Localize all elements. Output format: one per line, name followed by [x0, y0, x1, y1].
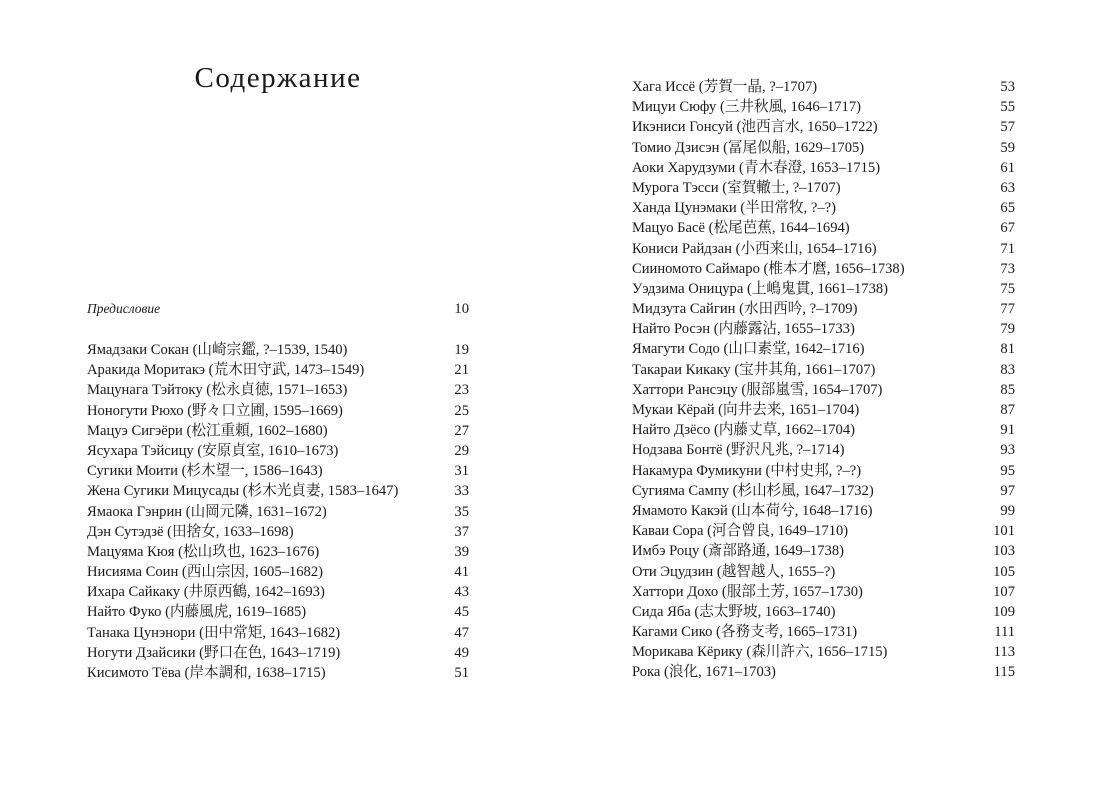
toc-row [632, 117, 1015, 137]
toc-entry-page: 85 [1000, 381, 1015, 398]
toc-row [632, 218, 1015, 238]
toc-row [87, 340, 469, 360]
toc-entry-page: 27 [454, 422, 469, 439]
toc-entry-name: Кониси Райдзан (小西来山, 1654–1716) [632, 240, 877, 257]
toc-row [87, 522, 469, 542]
toc-entry-name: Морикава Кёрику (森川許六, 1656–1715) [632, 644, 888, 661]
toc-entry-name: Аоки Харудзуми (青木春澄, 1653–1715) [632, 159, 881, 176]
toc-row [632, 562, 1015, 582]
toc-entry-page: 33 [454, 483, 469, 500]
toc-entry-name: Уэдзима Оницура (上嶋鬼貫, 1661–1738) [632, 280, 889, 297]
toc-row [632, 158, 1015, 178]
toc-entry-name: Мурога Тэсси (室賀轍士, ?–1707) [632, 179, 841, 196]
toc-entry-page: 37 [454, 523, 469, 540]
toc-row [87, 421, 469, 441]
toc-row [632, 622, 1015, 642]
toc-entry-page: 91 [1000, 422, 1015, 439]
toc-entry-page: 107 [993, 583, 1015, 600]
toc-entry-name: Каваи Сора (河合曾良, 1649–1710) [632, 523, 849, 540]
toc-row [632, 319, 1015, 339]
toc-row [632, 259, 1015, 279]
toc-entry-name: Кагами Сико (各務支考, 1665–1731) [632, 624, 858, 641]
toc-entry-page: 19 [454, 342, 469, 358]
toc-entry-page: 71 [1000, 240, 1015, 257]
toc-row [632, 602, 1015, 622]
toc-entry-name: Найто Фуко (内藤風虎, 1619–1685) [87, 604, 307, 621]
toc-entry-page: 81 [1000, 341, 1015, 358]
toc-row [632, 521, 1015, 541]
toc-row [632, 440, 1015, 460]
toc-entry-name: Ногути Дзайсики (野口在色, 1643–1719) [87, 644, 341, 661]
toc-row [87, 542, 469, 562]
toc-entry-page: 115 [993, 664, 1015, 681]
toc-row [632, 582, 1015, 602]
toc-entry-page: 35 [454, 503, 469, 520]
toc-entry-name: Накамура Фумикуни (中村史邦, ?–?) [632, 462, 862, 479]
toc-entry-page: 97 [1000, 482, 1015, 499]
toc-entry-name: Рока (浪化, 1671–1703) [632, 664, 776, 681]
toc-row [87, 562, 469, 582]
toc-entry-page: 87 [1000, 402, 1015, 418]
toc-row [87, 623, 469, 643]
toc-entry-page: 51 [454, 665, 469, 681]
toc-entry-page: 101 [993, 523, 1015, 540]
toc-row [87, 461, 469, 481]
toc-entry-name: Дэн Сутэдзё (田捨女, 1633–1698) [87, 523, 294, 540]
toc-row [632, 299, 1015, 319]
toc-row [632, 400, 1015, 420]
toc-entry-page: 55 [1000, 99, 1015, 116]
toc-entry-page: 77 [1000, 301, 1015, 318]
toc-entry-page: 105 [993, 563, 1015, 580]
toc-row [87, 380, 469, 400]
toc-entry-name: Ямамото Какэй (山本荷兮, 1648–1716) [632, 502, 873, 519]
toc-entry-name: Кисимото Тёва (岸本調和, 1638–1715) [87, 665, 326, 681]
toc-entry-name: Ямадзаки Сокан (山崎宗鑑, ?–1539, 1540) [87, 342, 348, 358]
toc-entry-page: 109 [993, 603, 1015, 620]
toc-entry-page: 103 [993, 543, 1015, 560]
toc-row [87, 582, 469, 602]
toc-entry-page: 47 [454, 624, 469, 641]
toc-row [632, 178, 1015, 198]
toc-entry-name: Мицуи Сюфу (三井秋風, 1646–1717) [632, 99, 862, 116]
toc-row [632, 541, 1015, 561]
page-title: Содержание [194, 62, 362, 94]
toc-row [87, 643, 469, 663]
toc-entry-name: Томио Дзисэн (冨尾似船, 1629–1705) [632, 139, 865, 156]
toc-entry-page: 21 [454, 362, 469, 379]
toc-entry-name: Предисловие [87, 301, 161, 316]
toc-row [632, 279, 1015, 299]
toc-row [87, 481, 469, 501]
toc-entry-page: 61 [1000, 159, 1015, 176]
toc-row [632, 339, 1015, 359]
toc-entry-page: 59 [1000, 139, 1015, 156]
toc-entry-name: Хаттори Дохо (服部土芳, 1657–1730) [632, 583, 863, 600]
toc-entry-name: Хага Иссё (芳賀一晶, ?–1707) [632, 79, 818, 95]
toc-entry-page: 10 [454, 301, 469, 317]
toc-row [632, 481, 1015, 501]
toc-entry-page: 83 [1000, 361, 1015, 378]
toc-entry-name: Найто Росэн (内藤露沾, 1655–1733) [632, 321, 855, 338]
toc-entry-name: Жена Сугики Мицусады (杉木光貞妻, 1583–1647) [87, 483, 399, 500]
toc-row [632, 642, 1015, 662]
toc-entry-page: 25 [454, 402, 469, 419]
toc-entry-page: 29 [454, 442, 469, 459]
toc-entry-name: Мукаи Кёрай (向井去来, 1651–1704) [632, 402, 860, 418]
toc-entry-name: Аракида Моритакэ (荒木田守武, 1473–1549) [87, 362, 365, 379]
toc-row [632, 77, 1015, 97]
toc-entry-page: 49 [454, 644, 469, 661]
toc-entry-page: 79 [1000, 321, 1015, 338]
toc-entry-page: 99 [1000, 502, 1015, 519]
toc-entry-page: 31 [454, 463, 469, 480]
toc-row [632, 420, 1015, 440]
toc-row [87, 602, 469, 622]
toc-entry-page: 73 [1000, 260, 1015, 277]
toc-row [87, 502, 469, 522]
toc-row [87, 360, 469, 380]
toc-entry-page: 43 [454, 584, 469, 601]
toc-entry-page: 57 [1000, 119, 1015, 136]
preface-entry [87, 299, 469, 319]
toc-entry-name: Нисияма Соин (西山宗因, 1605–1682) [87, 564, 323, 581]
toc-entry-name: Найто Дзёсо (内藤丈草, 1662–1704) [632, 422, 856, 439]
toc-row [632, 662, 1015, 682]
toc-entry-name: Сииномото Саймаро (椎本才麿, 1656–1738) [632, 260, 905, 277]
toc-entry-page: 111 [994, 624, 1015, 641]
toc-entry-page: 75 [1000, 280, 1015, 297]
toc-left-column [87, 340, 469, 683]
toc-entry-name: Хаттори Рансэцу (服部嵐雪, 1654–1707) [632, 381, 883, 398]
toc-row [632, 239, 1015, 259]
toc-entry-name: Танака Цунэнори (田中常矩, 1643–1682) [87, 624, 341, 641]
toc-entry-name: Ямагути Содо (山口素堂, 1642–1716) [632, 341, 865, 358]
toc-entry-name: Такараи Кикаку (宝井其角, 1661–1707) [632, 361, 876, 378]
toc-entry-name: Ямаока Гэнрин (山岡元隣, 1631–1672) [87, 503, 327, 520]
toc-entry-name: Ноногути Рюхо (野々口立圃, 1595–1669) [87, 402, 343, 419]
toc-entry-page: 41 [454, 564, 469, 581]
toc-entry-name: Сида Яба (志太野坡, 1663–1740) [632, 603, 836, 620]
toc-entry-name: Сугики Моити (杉木望一, 1586–1643) [87, 463, 323, 480]
toc-row [632, 198, 1015, 218]
toc-entry-name: Мидзута Сайгин (水田西吟, ?–1709) [632, 301, 858, 318]
toc-entry-page: 65 [1000, 200, 1015, 217]
toc-row [632, 138, 1015, 158]
toc-entry-name: Ясухара Тэйсицу (安原貞室, 1610–1673) [87, 442, 339, 459]
toc-row [632, 97, 1015, 117]
toc-entry-name: Сугияма Сампу (杉山杉風, 1647–1732) [632, 482, 874, 499]
toc-entry-name: Оти Эцудзин (越智越人, 1655–?) [632, 563, 836, 580]
toc-entry-name: Мацуэ Сигэёри (松江重頼, 1602–1680) [87, 422, 328, 439]
toc-entry-name: Икэниси Гонсуй (池西言水, 1650–1722) [632, 119, 878, 136]
toc-entry-name: Мацунага Тэйтоку (松永貞徳, 1571–1653) [87, 382, 348, 399]
toc-entry-page: 93 [1000, 442, 1015, 459]
toc-entry-page: 113 [993, 644, 1015, 661]
toc-entry-name: Нодзава Бонтё (野沢凡兆, ?–1714) [632, 442, 845, 459]
toc-entry-page: 45 [454, 604, 469, 621]
toc-entry-name: Мацуо Басё (松尾芭蕉, 1644–1694) [632, 220, 850, 237]
toc-row [87, 441, 469, 461]
toc-right-column [632, 77, 1015, 683]
toc-row [632, 360, 1015, 380]
toc-row [87, 663, 469, 683]
toc-row [87, 299, 469, 319]
toc-entry-page: 63 [1000, 179, 1015, 196]
toc-entry-page: 23 [454, 382, 469, 399]
toc-entry-page: 67 [1000, 220, 1015, 237]
toc-entry-name: Ханда Цунэмаки (半田常牧, ?–?) [632, 200, 836, 217]
toc-entry-page: 39 [454, 543, 469, 560]
toc-entry-page: 53 [1000, 79, 1015, 95]
toc-row [632, 501, 1015, 521]
toc-entry-name: Ихара Сайкаку (井原西鶴, 1642–1693) [87, 584, 325, 601]
toc-row [632, 461, 1015, 481]
toc-entry-name: Имбэ Роцу (斎部路通, 1649–1738) [632, 543, 844, 560]
toc-row [87, 401, 469, 421]
toc-row [632, 380, 1015, 400]
toc-entry-page: 95 [1000, 462, 1015, 479]
toc-entry-name: Мацуяма Кюя (松山玖也, 1623–1676) [87, 543, 320, 560]
